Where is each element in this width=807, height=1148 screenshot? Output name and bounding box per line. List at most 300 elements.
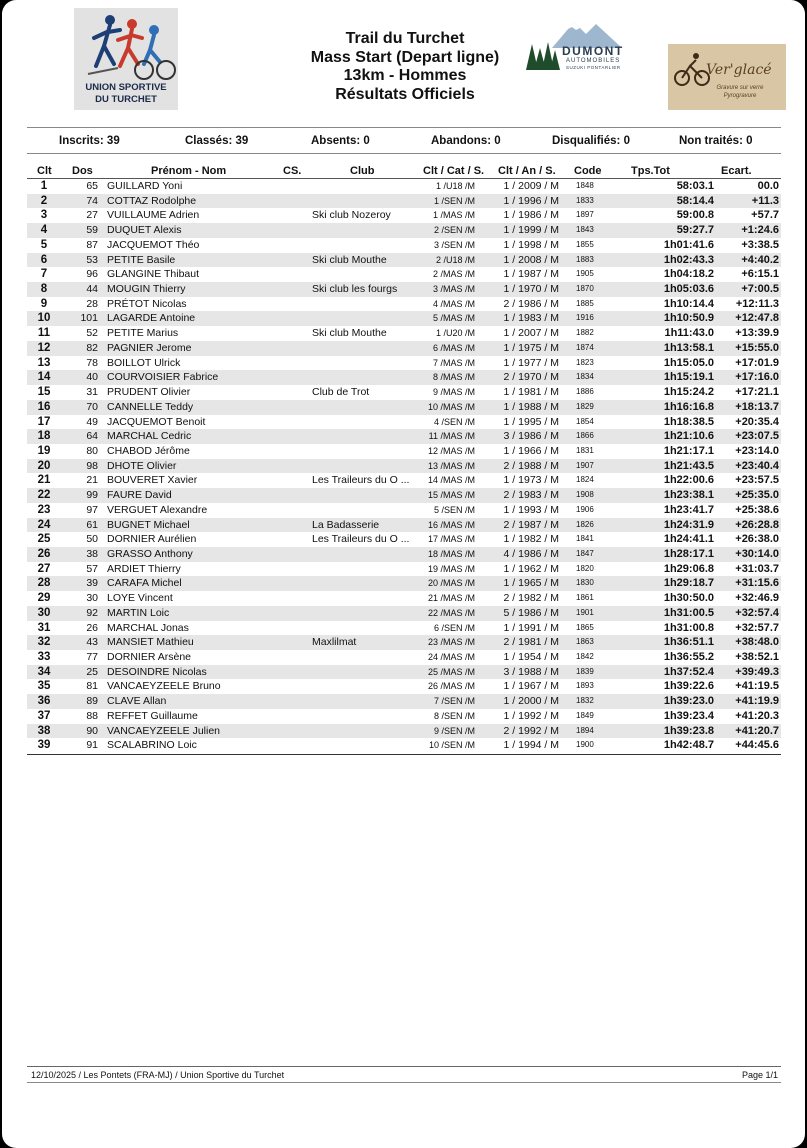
category-rank-cell: 18 /MAS /M [427, 548, 475, 559]
category-rank-cell: 1 /MAS /M [432, 210, 475, 221]
code-cell: 1849 [576, 710, 594, 720]
total-time-cell: 59:00.8 [676, 209, 714, 222]
gap-cell: +17:16.0 [735, 371, 779, 384]
bib-cell: 98 [86, 459, 98, 472]
rank-cell: 17 [37, 415, 51, 428]
table-row [27, 194, 781, 209]
category-rank-cell: 13 /MAS /M [427, 460, 475, 471]
table-row [27, 253, 781, 268]
rank-cell: 29 [37, 592, 51, 605]
athlete-name-cell: BOUVERET Xavier [107, 474, 198, 487]
table-row [27, 311, 781, 326]
gap-cell: +26:28.8 [735, 518, 779, 531]
year-rank-cell: 1 / 1988 / M [503, 400, 559, 413]
footer-bottom-rule [27, 1082, 781, 1083]
category-rank-cell: 10 /SEN /M [428, 740, 475, 751]
athlete-name-cell: VANCAEYZEELE Bruno [107, 680, 221, 693]
bib-cell: 43 [86, 636, 98, 649]
code-cell: 1886 [576, 387, 594, 397]
rank-cell: 6 [40, 253, 48, 266]
category-rank-cell: 11 /MAS /M [428, 431, 475, 442]
start-type: Mass Start (Depart ligne) [310, 48, 500, 66]
document-title [292, 30, 518, 104]
bib-cell: 44 [86, 283, 98, 296]
athlete-name-cell: BUGNET Michael [107, 518, 190, 531]
table-row [27, 562, 781, 577]
code-cell: 1832 [576, 696, 594, 706]
rank-cell: 7 [40, 268, 48, 281]
athlete-name-cell: DHOTE Olivier [107, 459, 177, 472]
gap-cell: +39:49.3 [735, 665, 779, 678]
rank-cell: 1 [40, 180, 48, 192]
athlete-name-cell: DUQUET Alexis [107, 224, 182, 237]
table-row [27, 179, 781, 194]
year-rank-cell: 1 / 2000 / M [503, 695, 559, 708]
table-row [27, 444, 781, 459]
bib-cell: 28 [86, 297, 98, 310]
table-row [27, 238, 781, 253]
total-time-cell: 1h28:17.1 [663, 547, 714, 560]
bib-cell: 40 [86, 371, 98, 384]
bib-cell: 26 [86, 621, 98, 634]
bib-cell: 31 [86, 386, 98, 399]
rank-cell: 31 [37, 621, 51, 634]
code-cell: 1820 [576, 563, 594, 573]
year-rank-cell: 1 / 1996 / M [503, 194, 559, 207]
total-time-cell: 1h02:43.3 [663, 253, 714, 266]
table-row [27, 459, 781, 474]
club-cell: Les Traileurs du O ... [312, 533, 410, 546]
bib-cell: 91 [86, 739, 98, 752]
year-rank-cell: 1 / 1954 / M [503, 651, 559, 663]
bib-cell: 87 [86, 238, 98, 251]
table-row [27, 665, 781, 680]
stat-disqualifies: Disqualifiés: 0 [552, 135, 630, 147]
category-rank-cell: 1 /U20 /M [435, 328, 475, 339]
rank-cell: 28 [37, 577, 51, 590]
code-cell: 1847 [576, 548, 594, 558]
rank-cell: 35 [37, 680, 51, 693]
total-time-cell: 1h37:52.4 [663, 665, 714, 678]
athlete-name-cell: GRASSO Anthony [107, 547, 193, 560]
athlete-name-cell: LAGARDE Antoine [107, 312, 196, 325]
gap-cell: +31:03.7 [735, 562, 779, 575]
rank-cell: 38 [37, 724, 51, 737]
category-rank-cell: 24 /MAS /M [427, 652, 475, 662]
code-cell: 1874 [576, 342, 594, 352]
category-rank-cell: 6 /MAS /M [432, 342, 475, 353]
year-rank-cell: 1 / 1994 / M [503, 739, 559, 752]
athlete-name-cell: CHABOD Jérôme [107, 444, 190, 457]
athlete-name-cell: PETITE Basile [107, 253, 176, 266]
gap-cell: +20:35.4 [735, 415, 779, 428]
rank-cell: 20 [37, 459, 51, 472]
code-cell: 1905 [576, 269, 594, 279]
year-rank-cell: 1 / 2008 / M [503, 253, 559, 266]
category-rank-cell: 16 /MAS /M [427, 519, 475, 530]
table-row [27, 503, 781, 518]
rank-cell: 13 [37, 356, 51, 369]
year-rank-cell: 2 / 1983 / M [503, 489, 559, 502]
table-row [27, 385, 781, 400]
year-rank-cell: 2 / 1982 / M [503, 592, 559, 605]
dumont-sub2: SUZUKI PONTARLIER [566, 65, 621, 70]
athlete-name-cell: GLANGINE Thibaut [107, 268, 200, 281]
gap-cell: +15:55.0 [735, 341, 779, 354]
total-time-cell: 1h21:17.1 [663, 444, 714, 457]
total-time-cell: 1h39:22.6 [663, 680, 714, 693]
rank-cell: 19 [37, 444, 51, 457]
bib-cell: 92 [86, 606, 98, 619]
total-time-cell: 1h24:41.1 [663, 533, 714, 546]
rank-cell: 22 [37, 489, 51, 502]
code-cell: 1900 [576, 740, 594, 750]
total-time-cell: 1h29:06.8 [663, 562, 714, 575]
gap-cell: +31:15.6 [735, 577, 779, 590]
code-cell: 1833 [576, 195, 594, 205]
code-cell: 1829 [576, 401, 594, 411]
category-rank-cell: 7 /MAS /M [432, 357, 475, 368]
athlete-name-cell: PETITE Marius [107, 327, 179, 340]
total-time-cell: 58:14.4 [676, 194, 714, 207]
athlete-name-cell: CANNELLE Teddy [107, 400, 194, 413]
bib-cell: 70 [86, 400, 98, 413]
rank-cell: 4 [40, 224, 48, 237]
bib-cell: 49 [86, 415, 98, 428]
gap-cell: +13:39.9 [735, 327, 779, 340]
code-cell: 1883 [576, 254, 594, 264]
bib-cell: 90 [86, 724, 98, 737]
code-cell: 1823 [576, 357, 594, 367]
union-sportive-logo [74, 8, 178, 110]
bib-cell: 65 [86, 180, 98, 192]
athlete-name-cell: PAGNIER Jerome [107, 341, 192, 354]
code-cell: 1842 [576, 652, 594, 661]
total-time-cell: 1h36:55.2 [663, 651, 714, 663]
table-row [27, 415, 781, 430]
year-rank-cell: 1 / 1998 / M [503, 238, 559, 251]
athlete-name-cell: LOYE Vincent [107, 592, 173, 605]
bib-cell: 38 [86, 547, 98, 560]
gap-cell: +17:21.1 [735, 386, 779, 399]
table-bottom-rule [27, 754, 781, 755]
category-rank-cell: 12 /MAS /M [427, 445, 475, 456]
rank-cell: 24 [37, 518, 51, 531]
year-rank-cell: 1 / 1966 / M [503, 444, 559, 457]
rank-cell: 16 [37, 400, 51, 413]
total-time-cell: 1h13:58.1 [663, 341, 714, 354]
total-time-cell: 59:27.7 [676, 224, 714, 237]
ver-glace-tagline: Gravure sur verre Pyrogravure [716, 85, 764, 99]
col-header-ecart: Ecart. [721, 165, 752, 177]
athlete-name-cell: MOUGIN Thierry [107, 283, 186, 296]
category-rank-cell: 20 /MAS /M [427, 578, 475, 589]
bib-cell: 61 [86, 518, 98, 531]
athlete-name-cell: VUILLAUME Adrien [107, 209, 200, 222]
rank-cell: 11 [37, 327, 51, 340]
results-page [2, 0, 805, 1148]
table-row [27, 635, 781, 650]
club-cell: Les Traileurs du O ... [312, 474, 410, 487]
category-rank-cell: 25 /MAS /M [427, 666, 475, 677]
results-table [27, 179, 781, 753]
code-cell: 1830 [576, 578, 594, 588]
rank-cell: 3 [40, 209, 48, 222]
bib-cell: 97 [86, 503, 98, 516]
year-rank-cell: 2 / 1992 / M [503, 724, 559, 737]
code-cell: 1882 [576, 328, 594, 338]
rank-cell: 33 [37, 651, 51, 663]
rank-cell: 32 [37, 636, 51, 649]
year-rank-cell: 5 / 1986 / M [503, 606, 559, 619]
athlete-name-cell: MANSIET Mathieu [107, 636, 194, 649]
total-time-cell: 1h30:50.0 [663, 592, 714, 605]
code-cell: 1848 [576, 181, 594, 190]
table-row [27, 724, 781, 739]
gap-cell: +41:19.5 [735, 680, 779, 693]
rank-cell: 2 [40, 194, 48, 207]
category-rank-cell: 6 /SEN /M [433, 622, 475, 633]
gap-cell: +23:14.0 [735, 444, 779, 457]
total-time-cell: 1h04:18.2 [663, 268, 714, 281]
category-rank-cell: 21 /MAS /M [427, 593, 475, 604]
athlete-name-cell: MARTIN Loic [107, 606, 170, 619]
gap-cell: +12:11.3 [735, 297, 779, 310]
category-rank-cell: 2 /U18 /M [435, 254, 475, 265]
race-name: Trail du Turchet [345, 30, 465, 47]
code-cell: 1863 [576, 637, 594, 647]
year-rank-cell: 1 / 1999 / M [503, 224, 559, 237]
rank-cell: 12 [37, 341, 51, 354]
table-row [27, 341, 781, 356]
year-rank-cell: 1 / 1993 / M [503, 503, 559, 516]
club-cell: Maxlilmat [312, 636, 357, 649]
total-time-cell: 1h18:38.5 [663, 415, 714, 428]
table-row [27, 282, 781, 297]
total-time-cell: 1h29:18.7 [663, 577, 714, 590]
category-rank-cell: 23 /MAS /M [427, 637, 475, 648]
club-cell: Ski club Nozeroy [312, 209, 391, 222]
athlete-name-cell: FAURE David [107, 489, 172, 502]
code-cell: 1841 [576, 534, 594, 544]
total-time-cell: 1h23:38.1 [663, 489, 714, 502]
code-cell: 1893 [576, 681, 594, 691]
stat-inscrits: Inscrits: 39 [59, 135, 120, 147]
table-row [27, 223, 781, 238]
gap-cell: +6:15.1 [741, 268, 779, 281]
gap-cell: +38:48.0 [735, 636, 779, 649]
total-time-cell: 1h15:19.1 [663, 371, 714, 384]
rank-cell: 9 [40, 297, 48, 310]
code-cell: 1854 [576, 416, 594, 426]
rank-cell: 5 [40, 238, 48, 251]
total-time-cell: 1h31:00.8 [663, 621, 714, 634]
gap-cell: +4:40.2 [741, 253, 779, 266]
footer-rule [27, 1066, 781, 1067]
gap-cell: +32:46.9 [735, 592, 779, 605]
year-rank-cell: 1 / 1983 / M [503, 312, 559, 325]
athlete-name-cell: JACQUEMOT Théo [107, 238, 200, 251]
col-header-cat: Clt / Cat / S. [423, 165, 485, 177]
rank-cell: 8 [40, 283, 48, 296]
athlete-name-cell: COURVOISIER Fabrice [107, 371, 219, 384]
bib-cell: 89 [86, 695, 98, 708]
col-header-club: Club [350, 165, 375, 177]
page-number: Page 1/1 [741, 1070, 778, 1080]
year-rank-cell: 1 / 1967 / M [503, 680, 559, 693]
table-row [27, 709, 781, 724]
gap-cell: +44:45.6 [735, 739, 779, 752]
gap-cell: +12:47.8 [735, 312, 779, 325]
category-rank-cell: 3 /MAS /M [432, 284, 475, 295]
bib-cell: 78 [86, 356, 98, 369]
gap-cell: +23:40.4 [735, 459, 779, 472]
category-rank-cell: 9 /SEN /M [433, 725, 475, 736]
code-cell: 1916 [576, 313, 594, 323]
club-cell: La Badasserie [312, 518, 380, 531]
code-cell: 1831 [576, 445, 594, 455]
gap-cell: +30:14.0 [735, 547, 779, 560]
code-cell: 1855 [576, 239, 594, 249]
code-cell: 1885 [576, 298, 594, 308]
code-cell: 1865 [576, 622, 594, 632]
bib-cell: 88 [86, 709, 98, 722]
col-header-name: Prénom - Nom [151, 165, 227, 177]
category-rank-cell: 8 /MAS /M [432, 372, 475, 383]
table-row [27, 532, 781, 547]
code-cell: 1826 [576, 519, 594, 529]
category-rank-cell: 4 /SEN /M [433, 416, 475, 427]
gap-cell: +41:19.9 [735, 695, 779, 708]
dumont-sub: AUTOMOBILES [566, 58, 621, 64]
results-label: Résultats Officiels [335, 85, 475, 103]
gap-cell: +32:57.7 [735, 621, 779, 634]
club-cell: Ski club Mouthe [312, 327, 387, 340]
year-rank-cell: 1 / 1991 / M [503, 621, 559, 634]
footer-info: 12/10/2025 / Les Pontets (FRA-MJ) / Union Sportive du Turchet [31, 1070, 285, 1080]
year-rank-cell: 1 / 1970 / M [503, 283, 559, 296]
bib-cell: 77 [86, 651, 98, 663]
total-time-cell: 1h39:23.8 [663, 724, 714, 737]
bib-cell: 30 [86, 592, 98, 605]
dumont-automobiles-logo [522, 14, 646, 76]
gap-cell: +38:52.1 [735, 651, 779, 663]
code-cell: 1824 [576, 475, 594, 485]
total-time-cell: 1h21:43.5 [663, 459, 714, 472]
club-cell: Club de Trot [312, 386, 370, 399]
year-rank-cell: 1 / 1981 / M [503, 386, 559, 399]
total-time-cell: 1h23:41.7 [663, 503, 714, 516]
total-time-cell: 1h11:43.0 [664, 327, 714, 340]
category-rank-cell: 4 /MAS /M [432, 298, 475, 309]
col-header-dos: Dos [72, 165, 93, 177]
code-cell: 1843 [576, 225, 594, 235]
year-rank-cell: 3 / 1986 / M [503, 430, 559, 443]
total-time-cell: 1h39:23.4 [663, 709, 714, 722]
table-row [27, 400, 781, 415]
dumont-brand: DUMONT [562, 44, 624, 58]
bib-cell: 52 [86, 327, 98, 340]
gap-cell: +57.7 [751, 209, 779, 222]
athlete-name-cell: VERGUET Alexandre [107, 503, 208, 516]
gap-cell: +1:24.6 [741, 224, 779, 237]
code-cell: 1907 [576, 460, 594, 470]
stat-abandons: Abandons: 0 [431, 135, 501, 147]
year-rank-cell: 1 / 1986 / M [503, 209, 559, 222]
table-row [27, 267, 781, 282]
year-rank-cell: 1 / 1977 / M [503, 356, 559, 369]
gap-cell: +41:20.3 [735, 709, 779, 722]
bib-cell: 57 [86, 562, 98, 575]
stat-absents: Absents: 0 [311, 135, 370, 147]
athlete-name-cell: REFFET Guillaume [107, 709, 198, 722]
year-rank-cell: 1 / 1975 / M [503, 341, 559, 354]
total-time-cell: 1h31:00.5 [663, 606, 714, 619]
gap-cell: +7:00.5 [741, 283, 779, 296]
gap-cell: +11.3 [751, 194, 779, 207]
athlete-name-cell: JACQUEMOT Benoit [107, 415, 206, 428]
rank-cell: 23 [37, 503, 51, 516]
rank-cell: 39 [37, 739, 51, 752]
bib-cell: 82 [86, 341, 98, 354]
table-row [27, 650, 781, 665]
rank-cell: 14 [37, 371, 51, 384]
col-header-clt: Clt [37, 165, 52, 177]
code-cell: 1834 [576, 372, 594, 382]
bib-cell: 101 [80, 312, 98, 325]
code-cell: 1866 [576, 431, 594, 441]
total-time-cell: 1h16:16.8 [663, 400, 714, 413]
table-row [27, 473, 781, 488]
rank-cell: 15 [37, 386, 51, 399]
ver-glace-logo [668, 44, 786, 110]
total-time-cell: 1h10:14.4 [663, 297, 714, 310]
table-row [27, 606, 781, 621]
year-rank-cell: 1 / 1962 / M [503, 562, 559, 575]
athlete-name-cell: GUILLARD Yoni [107, 180, 183, 192]
year-rank-cell: 2 / 1970 / M [503, 371, 559, 384]
athlete-name-cell: PRÉTOT Nicolas [107, 297, 187, 310]
year-rank-cell: 2 / 1981 / M [503, 636, 559, 649]
bib-cell: 59 [86, 224, 98, 237]
category-rank-cell: 17 /MAS /M [427, 534, 475, 545]
code-cell: 1839 [576, 666, 594, 676]
stat-non-traites: Non traités: 0 [679, 135, 753, 147]
table-row [27, 208, 781, 223]
gap-cell: +41:20.7 [735, 724, 779, 737]
year-rank-cell: 2 / 1987 / M [503, 518, 559, 531]
code-cell: 1861 [576, 593, 594, 603]
table-row [27, 326, 781, 341]
gap-cell: +18:13.7 [735, 400, 779, 413]
bib-cell: 27 [86, 209, 98, 222]
rank-cell: 34 [37, 665, 51, 678]
table-row [27, 518, 781, 533]
category-rank-cell: 15 /MAS /M [427, 490, 475, 501]
category-rank-cell: 1 /SEN /M [433, 195, 475, 206]
rank-cell: 37 [37, 709, 51, 722]
gap-cell: +26:38.0 [735, 533, 779, 546]
category-rank-cell: 9 /MAS /M [432, 387, 475, 398]
gap-cell: +25:38.6 [735, 503, 779, 516]
bib-cell: 96 [86, 268, 98, 281]
logo-caption-line2: DU TURCHET [95, 94, 157, 105]
gap-cell: +17:01.9 [735, 356, 779, 369]
table-row [27, 621, 781, 636]
code-cell: 1894 [576, 725, 594, 735]
athlete-name-cell: BOILLOT Ulrick [107, 356, 181, 369]
table-row [27, 370, 781, 385]
